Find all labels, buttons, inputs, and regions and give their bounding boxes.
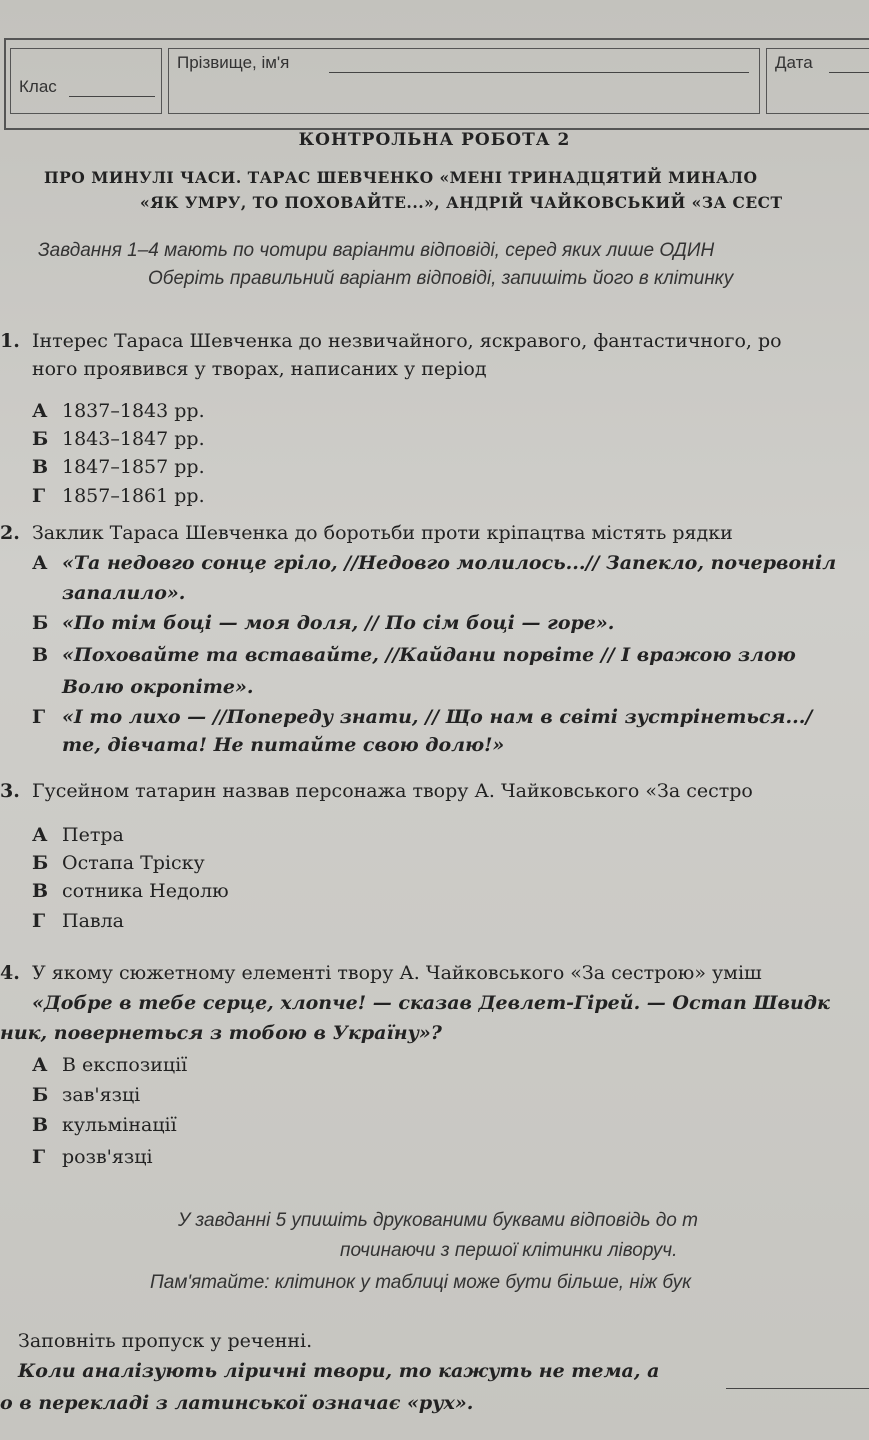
option[interactable] [32, 1054, 187, 1076]
option[interactable] [32, 456, 205, 478]
option-letter: А [32, 824, 48, 846]
option-continuation: Волю окропіте». [62, 676, 254, 698]
option[interactable] [32, 552, 836, 574]
question-1 [0, 330, 782, 352]
option-letter: В [32, 880, 49, 902]
option-letter: Б [32, 612, 49, 634]
header-box [4, 38, 869, 130]
name-field[interactable] [168, 48, 760, 114]
option[interactable] [32, 1146, 153, 1168]
question-number: 1. [0, 330, 20, 352]
option[interactable] [32, 612, 614, 634]
option-text: сотника Недолю [62, 880, 229, 902]
option[interactable] [32, 485, 205, 507]
option[interactable] [32, 706, 812, 728]
name-blank [329, 71, 749, 73]
option-letter: В [32, 644, 49, 666]
class-label: Клас [19, 77, 57, 96]
option[interactable] [32, 428, 205, 450]
class-field[interactable] [10, 48, 162, 114]
question-3 [0, 780, 753, 802]
option-letter: В [32, 1114, 49, 1136]
instructions1-line2: Оберіть правильний варіант відповіді, запишіть його в клітинку [148, 268, 734, 289]
answer-blank[interactable] [726, 1388, 869, 1389]
option[interactable] [32, 400, 205, 422]
option-text: «І то лихо — //Попереду знати, // Що нам в світі зустрінеться.../ [62, 706, 813, 728]
option-letter: Г [32, 706, 46, 728]
instructions1-line1: Завдання 1–4 мають по чотири варіанти відповіді, серед яких лише ОДИН [38, 240, 715, 261]
option-text: 1857–1861 рр. [62, 485, 205, 507]
option-letter: Г [32, 485, 46, 507]
instructions2-line1: У завданні 5 упишіть друкованими буквами відповідь до т [178, 1210, 698, 1231]
option-text: 1843–1847 рр. [62, 428, 205, 450]
option[interactable] [32, 880, 229, 902]
option-text: 1837–1843 рр. [62, 400, 205, 422]
option-letter: В [32, 456, 49, 478]
option-text: Петра [62, 824, 124, 846]
date-label: Дата [775, 53, 813, 72]
question-text: У якому сюжетному елементі твору А. Чайковського «За сестрою» уміш [31, 962, 762, 984]
option-text: 1847–1857 рр. [62, 456, 205, 478]
option[interactable] [32, 910, 124, 932]
page-title: КОНТРОЛЬНА РОБОТА 2 [298, 130, 571, 150]
option-letter: А [32, 400, 48, 422]
subtitle-line1: ПРО МИНУЛІ ЧАСИ. ТАРАС ШЕВЧЕНКО «МЕНІ ТРИНАДЦЯТИЙ МИНАЛО [44, 168, 758, 187]
option-letter: Г [32, 910, 46, 932]
date-field[interactable] [766, 48, 869, 114]
option-text: В експозиції [62, 1054, 188, 1076]
instructions2-line3: Пам'ятайте: клітинок у таблиці може бути більше, ніж бук [150, 1272, 692, 1293]
option-text: зав'язці [62, 1084, 141, 1106]
option-letter: А [32, 1054, 48, 1076]
option[interactable] [32, 1084, 140, 1106]
option-text: «Поховайте та вставайте, //Кайдани порвіте // І вражою злою [62, 644, 796, 666]
question-number: 2. [0, 522, 20, 544]
option[interactable] [32, 1114, 177, 1136]
question-5-sentence-cont: о в перекладі з латинської означає «рух». [0, 1392, 474, 1414]
option-letter: Б [32, 852, 49, 874]
question-4-quote-line1: «Добре в тебе серце, хлопче! — сказав Девлет-Гірей. — Остап Швидк [32, 992, 830, 1014]
question-5-sentence: Коли аналізують ліричні твори, то кажуть не тема, а [18, 1360, 660, 1382]
option[interactable] [32, 824, 124, 846]
question-4-quote-line2: ник, повернеться з тобою в Україну»? [0, 1022, 442, 1044]
option-letter: Б [32, 1084, 49, 1106]
option-letter: Г [32, 1146, 46, 1168]
option-text: кульмінації [62, 1114, 177, 1136]
question-2 [0, 522, 733, 544]
question-number: 3. [0, 780, 20, 802]
option[interactable] [32, 852, 205, 874]
option-text: «Та недовго сонце гріло, //Недовго молилось...// Запекло, почервоніл [62, 552, 837, 574]
question-number: 4. [0, 962, 20, 984]
option[interactable] [32, 644, 796, 666]
subtitle-line2: «ЯК УМРУ, ТО ПОХОВАЙТЕ...», АНДРІЙ ЧАЙКОВСЬКИЙ «ЗА СЕСТ [140, 193, 783, 212]
question-4 [0, 962, 762, 984]
question-1-text-line2: ного проявився у творах, написаних у період [32, 358, 487, 380]
option-text: Павла [62, 910, 124, 932]
option-continuation: запалило». [62, 582, 186, 604]
question-5-prompt: Заповніть пропуск у реченні. [18, 1330, 313, 1352]
option-letter: Б [32, 428, 49, 450]
option-letter: А [32, 552, 48, 574]
option-text: Остапа Тріску [62, 852, 205, 874]
option-text: розв'язці [62, 1146, 153, 1168]
option-continuation: те, дівчата! Не питайте свою долю!» [62, 734, 505, 756]
option-text: «По тім боці — моя доля, // По сім боці — горе». [62, 612, 615, 634]
question-text: Гусейном татарин назвав персонажа твору А. Чайковського «За сестро [31, 780, 753, 802]
question-text: Інтерес Тараса Шевченка до незвичайного, яскравого, фантастичного, ро [31, 330, 782, 352]
class-blank [69, 95, 155, 97]
question-text: Заклик Тараса Шевченка до боротьби проти кріпацтва містять рядки [31, 522, 733, 544]
date-blank [829, 71, 869, 73]
name-label: Прізвище, ім'я [177, 53, 290, 72]
instructions2-line2: починаючи з першої клітинки ліворуч. [340, 1240, 678, 1261]
